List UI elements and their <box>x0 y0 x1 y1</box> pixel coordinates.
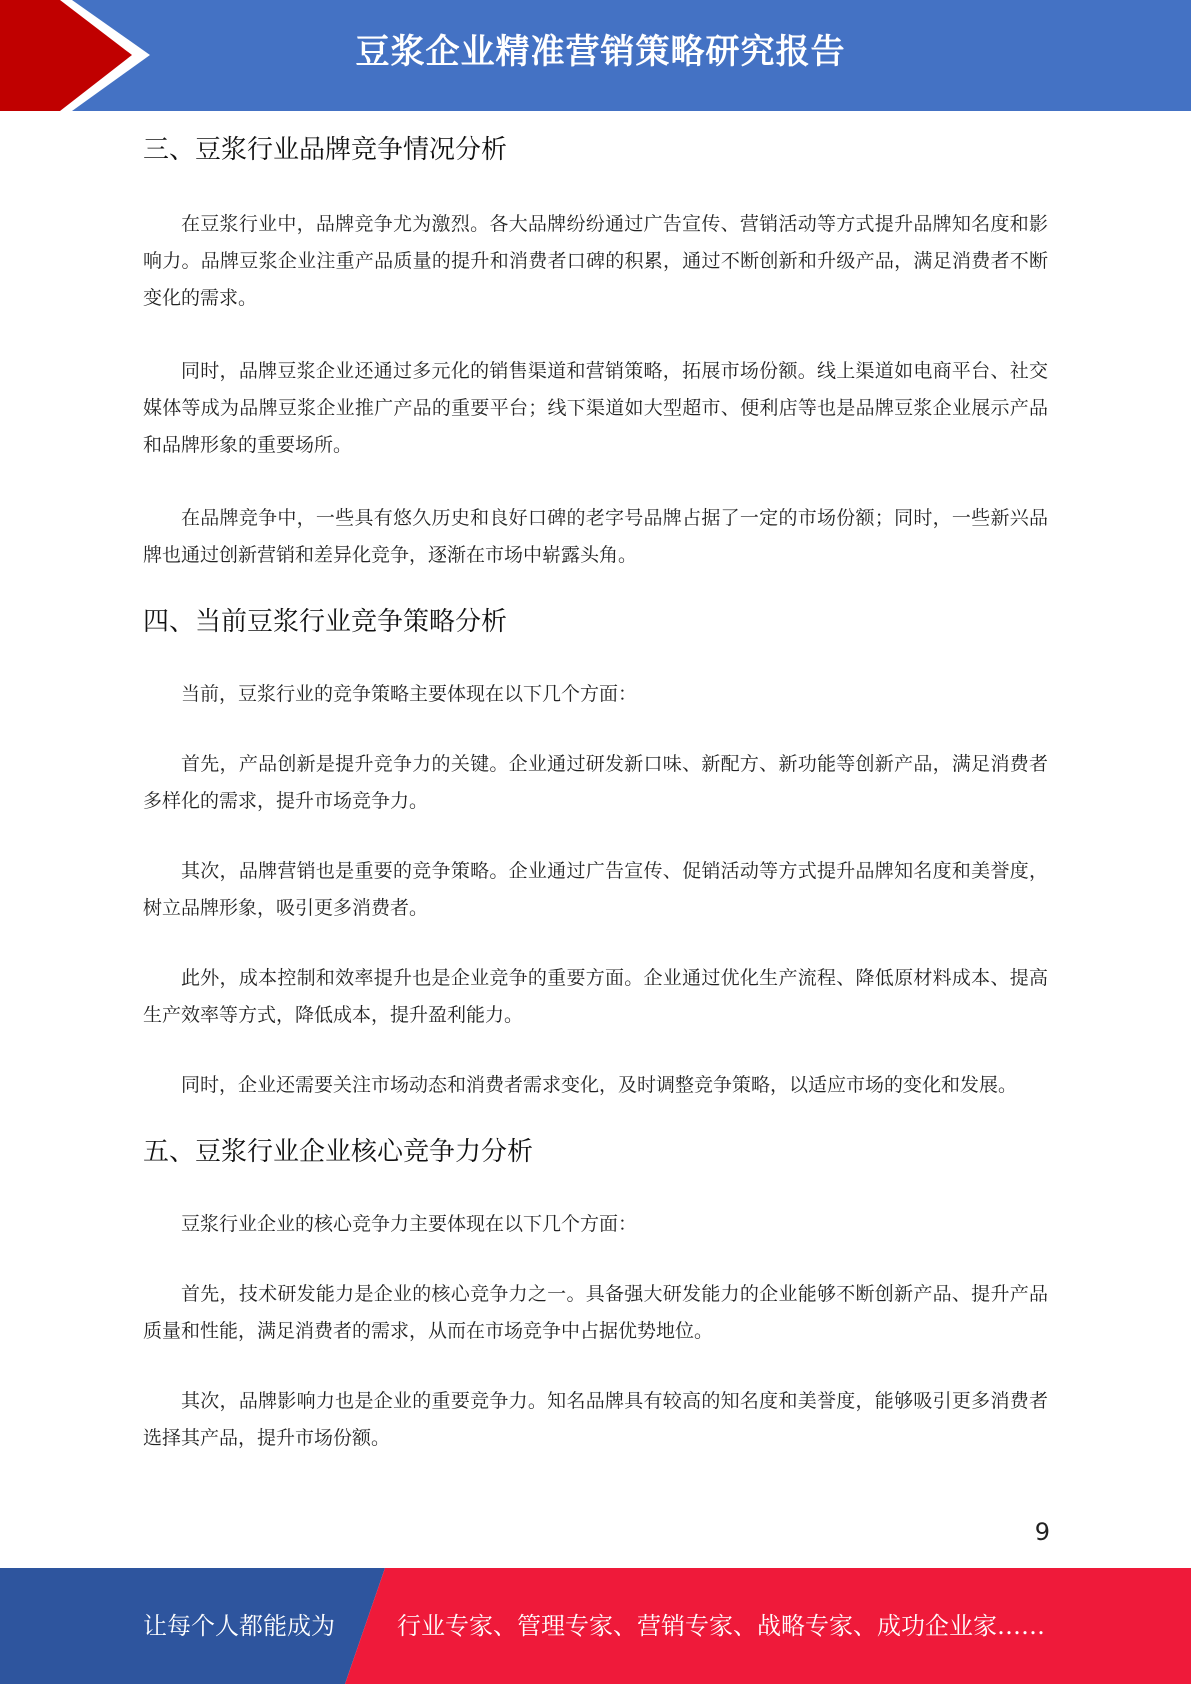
paragraph: 其次，品牌影响力也是企业的重要竞争力。知名品牌具有较高的知名度和美誉度，能够吸引更多消费者选择其产品，提升市场份额。 <box>143 1390 1048 1449</box>
footer-slogan-right: 行业专家、管理专家、营销专家、战略专家、成功企业家…… <box>397 1612 1045 1640</box>
paragraph: 同时，品牌豆浆企业还通过多元化的销售渠道和营销策略，拓展市场份额。线上渠道如电商平台、社交媒体等成为品牌豆浆企业推广产品的重要平台；线下渠道如大型超市、便利店等也是品牌豆浆企业展示产品和品牌形象的重要场所。 <box>143 360 1048 456</box>
section-competition-strategy <box>143 600 1048 1104</box>
section-core-competitiveness <box>143 1130 1048 1457</box>
paragraph: 首先，技术研发能力是企业的核心竞争力之一。具备强大研发能力的企业能够不断创新产品、提升产品质量和性能，满足消费者的需求，从而在市场竞争中占据优势地位。 <box>143 1283 1048 1342</box>
paragraph: 同时，企业还需要关注市场动态和消费者需求变化，及时调整竞争策略，以适应市场的变化和发展。 <box>181 1074 1018 1096</box>
section-heading: 三、豆浆行业品牌竞争情况分析 <box>143 135 508 165</box>
paragraph: 当前，豆浆行业的竞争策略主要体现在以下几个方面： <box>181 683 638 705</box>
document-body <box>143 128 1048 1457</box>
page-number: 9 <box>1034 1518 1050 1546</box>
paragraph: 在豆浆行业中，品牌竞争尤为激烈。各大品牌纷纷通过广告宣传、营销活动等方式提升品牌知名度和影响力。品牌豆浆企业注重产品质量的提升和消费者口碑的积累，通过不断创新和升级产品，满足消费者不断变化的需求。 <box>143 213 1048 309</box>
header-arrow-decoration <box>0 0 150 111</box>
paragraph: 首先，产品创新是提升竞争力的关键。企业通过研发新口味、新配方、新功能等创新产品，满足消费者多样化的需求，提升市场竞争力。 <box>143 753 1048 812</box>
paragraph: 此外，成本控制和效率提升也是企业竞争的重要方面。企业通过优化生产流程、降低原材料成本、提高生产效率等方式，降低成本，提升盈利能力。 <box>143 967 1048 1026</box>
paragraph: 在品牌竞争中，一些具有悠久历史和良好口碑的老字号品牌占据了一定的市场份额；同时，一些新兴品牌也通过创新营销和差异化竞争，逐渐在市场中崭露头角。 <box>143 507 1048 566</box>
section-heading: 五、豆浆行业企业核心竞争力分析 <box>143 1137 534 1167</box>
section-heading: 四、当前豆浆行业竞争策略分析 <box>143 607 508 637</box>
document-title: 豆浆企业精准营销策略研究报告 <box>355 32 846 72</box>
paragraph: 其次，品牌营销也是重要的竞争策略。企业通过广告宣传、促销活动等方式提升品牌知名度和美誉度，树立品牌形象，吸引更多消费者。 <box>143 860 1048 919</box>
footer-slogan-left: 让每个人都能成为 <box>143 1612 335 1640</box>
paragraph: 豆浆行业企业的核心竞争力主要体现在以下几个方面： <box>181 1213 638 1235</box>
section-brand-competition <box>143 128 1048 574</box>
page-header <box>0 0 1191 111</box>
page-footer <box>0 1568 1191 1684</box>
